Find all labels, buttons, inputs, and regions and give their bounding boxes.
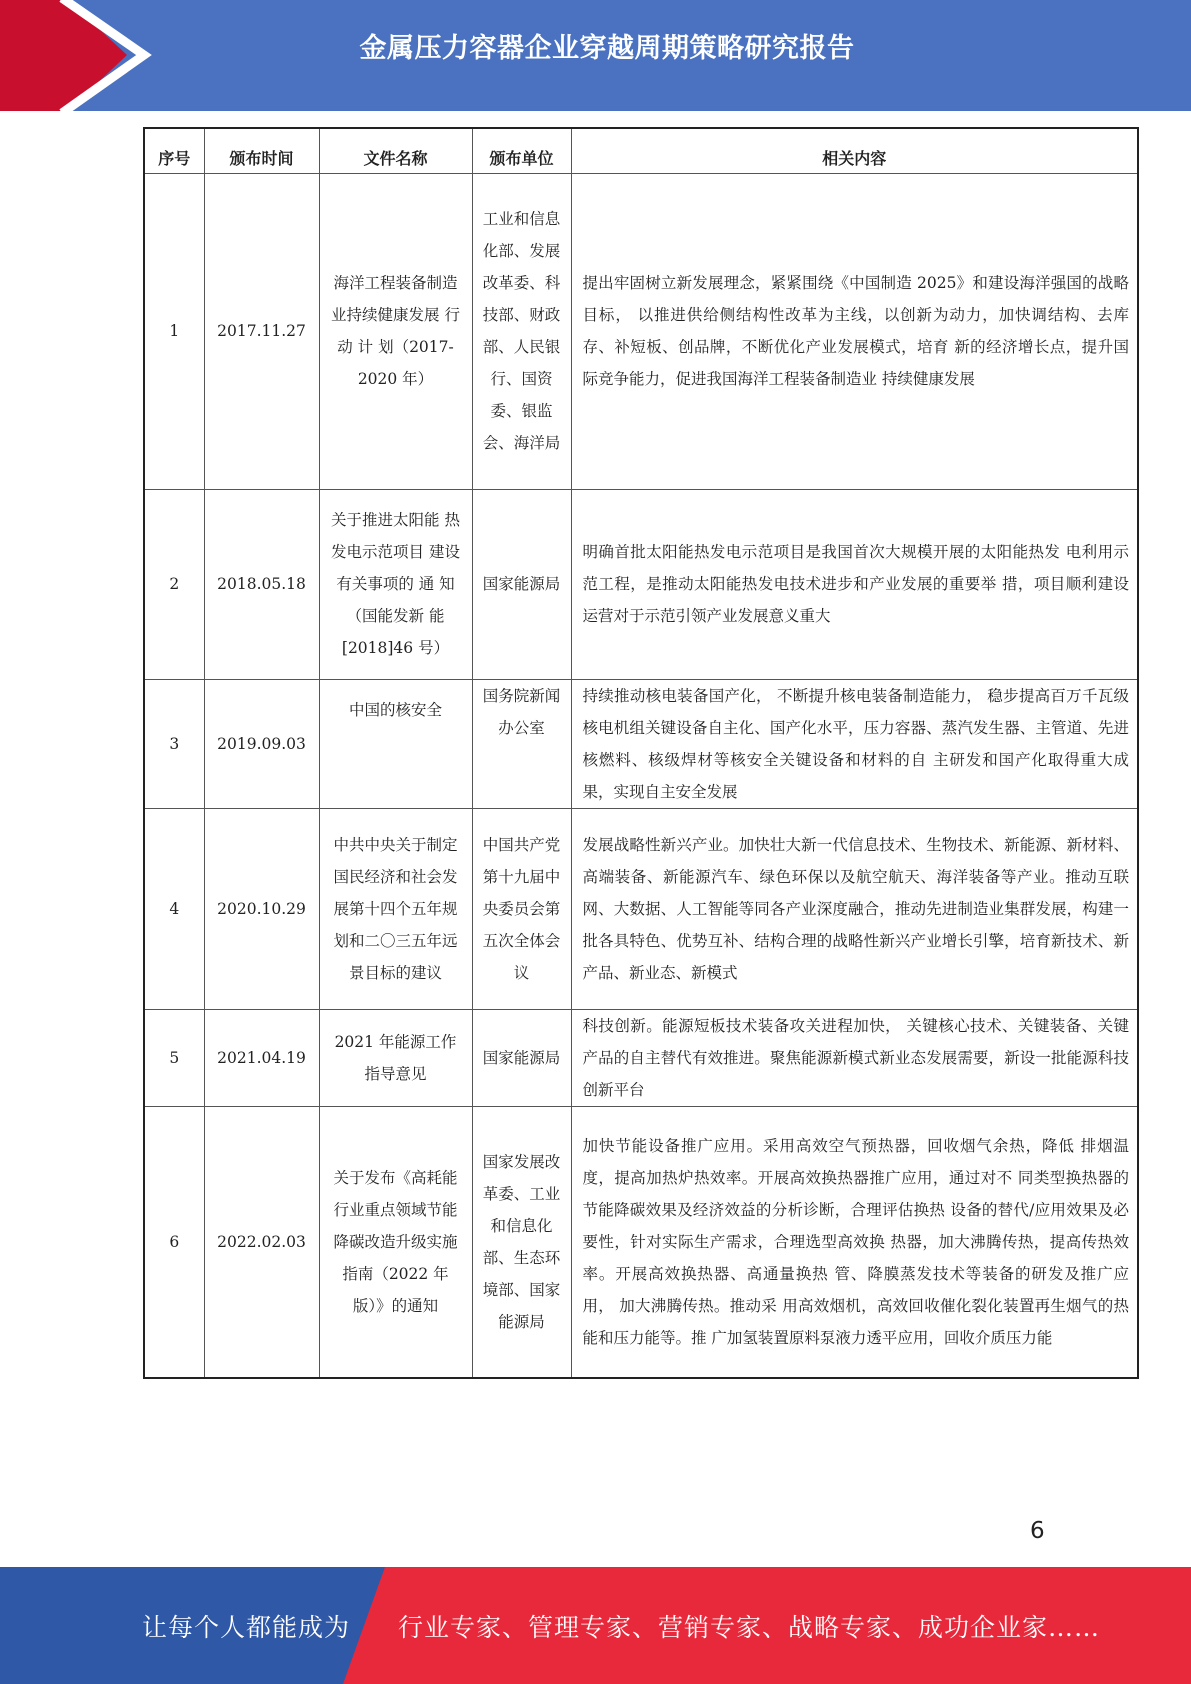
row-date: 2020.10.29 — [204, 808, 319, 1009]
row-issuer: 国家能源局 — [472, 489, 571, 679]
row-document-name: 关于发布《高耗能行业重点领域节能降碳改造升级实施指南（2022 年版）》的通知 — [319, 1106, 472, 1378]
footer-slogan-right: 行业专家、管理专家、营销专家、战略专家、成功企业家…… — [398, 1613, 1101, 1642]
row-date: 2017.11.27 — [204, 173, 319, 489]
col-header-num: 序号 — [144, 128, 204, 173]
row-date: 2022.02.03 — [204, 1106, 319, 1378]
page-header — [0, 0, 1191, 111]
table-row — [144, 489, 1138, 679]
page-title: 金属压力容器企业穿越周期策略研究报告 — [359, 33, 855, 64]
row-content: 科技创新。能源短板技术装备攻关进程加快， 关键核心技术、关键装备、关键产品的自主替代有效推进。聚焦能源新模式新业态发展需要，新设一批能源科技创新平台 — [571, 1009, 1138, 1106]
row-num: 5 — [144, 1009, 204, 1106]
row-document-name: 中国的核安全 — [319, 679, 472, 808]
table-header-row — [144, 128, 1138, 173]
row-num: 3 — [144, 679, 204, 808]
table-row — [144, 1009, 1138, 1106]
row-content: 持续推动核电装备国产化， 不断提升核电装备制造能力， 稳步提高百万千瓦级核电机组关键设备自主化、国产化水平，压力容器、蒸汽发生器、主管道、先进核燃料、核级焊材等核安全关键设备和材料的自 主研发和国产化取得重大成果，实现自主安全发展 — [571, 679, 1138, 808]
row-document-name: 海洋工程装备制造业持续健康发展 行 动 计 划（2017-2020 年） — [319, 173, 472, 489]
row-document-name: 关于推进太阳能 热发电示范项目 建设有关事项的 通 知（国能发新 能[2018]46 号） — [319, 489, 472, 679]
row-content: 加快节能设备推广应用。采用高效空气预热器，回收烟气余热，降低 排烟温度，提高加热炉热效率。开展高效换热器推广应用，通过对不 同类型换热器的节能降碳效果及经济效益的分析诊断，合理评估换热 设备的替代/应用效果及必要性，针对实际生产需求，合理选型高效换 热器，加大沸腾传热，提高传热效率。开展高效换热器、高通量换热 管、降膜蒸发技术等装备的研发及推广应用， 加大沸腾传热。推动采 用高效烟机，高效回收催化裂化装置再生烟气的热能和压力能等。推 广加氢装置原料泵液力透平应用，回收介质压力能 — [571, 1106, 1138, 1378]
policy-table — [143, 127, 1139, 1379]
footer-slogan-left: 让每个人都能成为 — [142, 1613, 351, 1642]
row-date: 2018.05.18 — [204, 489, 319, 679]
row-num: 2 — [144, 489, 204, 679]
row-issuer: 国务院新闻办公室 — [472, 679, 571, 808]
col-header-unit: 颁布单位 — [472, 128, 571, 173]
row-content: 明确首批太阳能热发电示范项目是我国首次大规模开展的太阳能热发 电利用示范工程，是推动太阳能热发电技术进步和产业发展的重要举 措，项目顺利建设运营对于示范引领产业发展意义重大 — [571, 489, 1138, 679]
row-num: 4 — [144, 808, 204, 1009]
row-num: 1 — [144, 173, 204, 489]
table-row — [144, 173, 1138, 489]
page-footer — [0, 1567, 1191, 1684]
row-content: 提出牢固树立新发展理念，紧紧围绕《中国制造 2025》和建设海洋强国的战略目标， 以推进供给侧结构性改革为主线，以创新为动力，加快调结构、去库存、补短板、创品牌，不断优化产业发展模式，培育 新的经济增长点，提升国际竞争能力，促进我国海洋工程装备制造业 持续健康发展 — [571, 173, 1138, 489]
row-date: 2021.04.19 — [204, 1009, 319, 1106]
row-content: 发展战略性新兴产业。加快壮大新一代信息技术、生物技术、新能源、新材料、高端装备、新能源汽车、绿色环保以及航空航天、海洋装备等产业。推动互联网、大数据、人工智能等同各产业深度融合，推动先进制造业集群发展，构建一批各具特色、优势互补、结构合理的战略性新兴产业增长引擎，培育新技术、新产品、新业态、新模式 — [571, 808, 1138, 1009]
row-issuer: 国家发展改革委、工业和信息化部、生态环境部、国家能源局 — [472, 1106, 571, 1378]
row-document-name: 2021 年能源工作 指导意见 — [319, 1009, 472, 1106]
row-document-name: 中共中央关于制定国民经济和社会发展第十四个五年规划和二〇三五年远景目标的建议 — [319, 808, 472, 1009]
row-issuer: 中国共产党第十九届中央委员会第五次全体会议 — [472, 808, 571, 1009]
table-row — [144, 679, 1138, 808]
row-date: 2019.09.03 — [204, 679, 319, 808]
row-num: 6 — [144, 1106, 204, 1378]
col-header-date: 颁布时间 — [204, 128, 319, 173]
col-header-name: 文件名称 — [319, 128, 472, 173]
col-header-content: 相关内容 — [571, 128, 1138, 173]
page-number: 6 — [1030, 1518, 1045, 1544]
row-issuer: 工业和信息化部、发展改革委、科技部、财政部、人民银行、国资委、银监会、海洋局 — [472, 173, 571, 489]
row-issuer: 国家能源局 — [472, 1009, 571, 1106]
table-row — [144, 808, 1138, 1009]
table-row — [144, 1106, 1138, 1378]
